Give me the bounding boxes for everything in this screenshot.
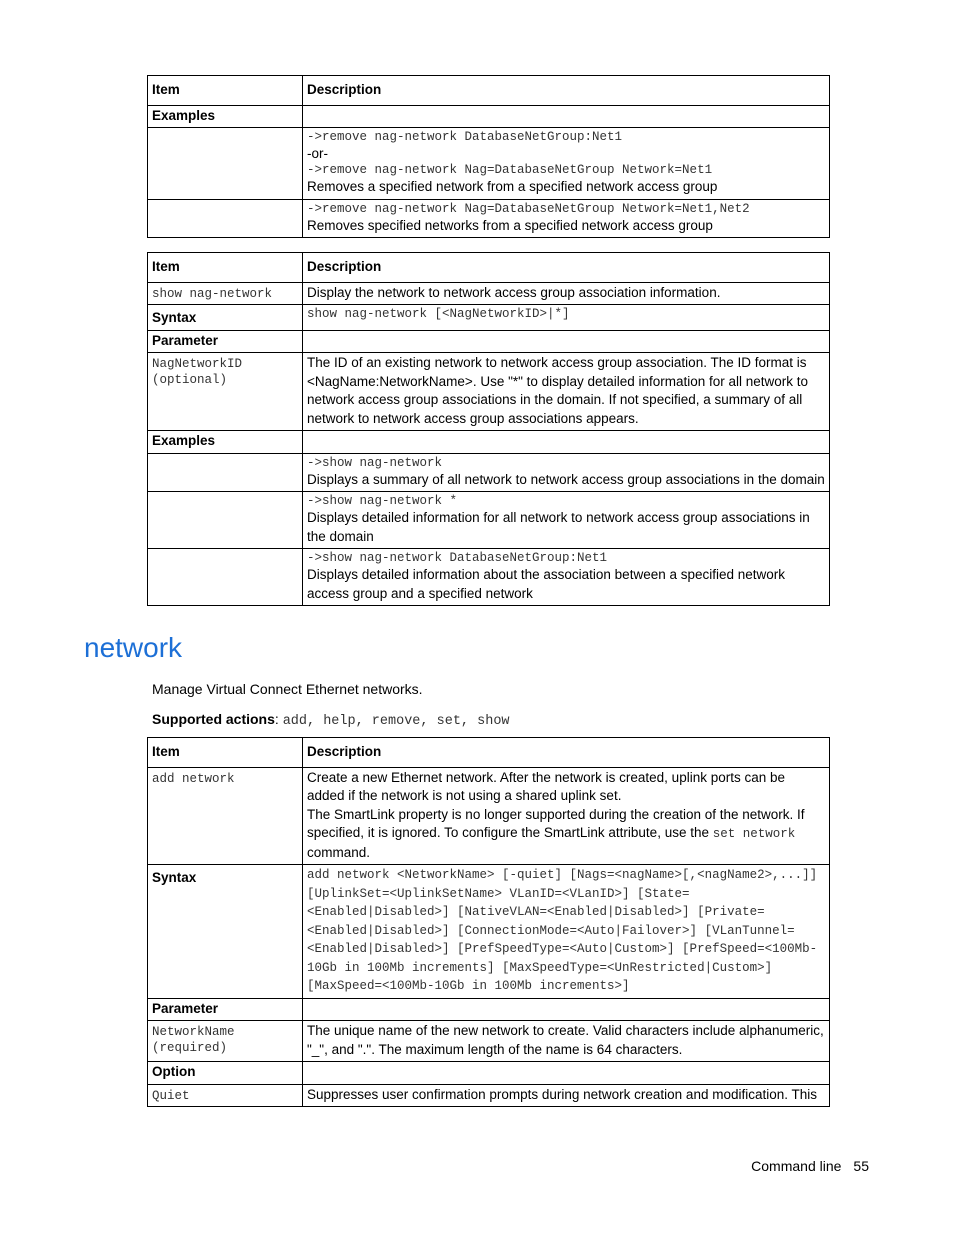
command-name [148,767,303,865]
example-command: ->remove nag-network Nag=DatabaseNetGroup Network=Net1 [307,163,713,177]
add-network-table [147,737,830,1107]
example-command: ->show nag-network * [307,494,458,508]
parameter-name-cell [148,1021,303,1062]
section-intro: Manage Virtual Connect Ethernet networks. [152,681,423,697]
footer-section: Command line [751,1158,842,1174]
empty-cell [148,128,303,200]
header-description: Description [303,76,830,106]
command-description-2b: command. [307,844,371,860]
table-row [148,1062,830,1085]
example-description: Removes a specified network from a specified network access group [307,179,718,194]
empty-cell [148,492,303,549]
table-row [148,1021,830,1062]
example-cell [303,492,830,549]
table-row [148,492,830,549]
page-number: 55 [853,1158,869,1174]
parameter-description: The ID of an existing network to network access group association. The ID format is <NagName:NetworkName>. Use "*" to display detailed information for all network to network access group associations in the domain. If not specified, a summary of all network to network access group associations appears. [303,353,830,431]
empty-cell [303,1062,830,1085]
example-command: ->show nag-network [307,455,443,470]
option-label: Option [148,1062,303,1085]
syntax-label: Syntax [148,865,303,999]
table-row [148,353,830,431]
table-row [148,1084,830,1107]
header-description: Description [303,253,830,283]
supported-actions-label: Supported actions [152,711,275,727]
examples-label: Examples [148,105,303,128]
example-cell [303,453,830,492]
header-item: Item [148,76,303,106]
table-row [148,330,830,353]
parameter-qualifier: (required) [152,1041,228,1055]
syntax-text: show nag-network [<NagNetworkID>|*] [307,307,570,321]
example-command: ->remove nag-network Nag=DatabaseNetGroup Network=Net1,Net2 [307,201,750,216]
table-row [148,282,830,305]
parameter-name: NagNetworkID [152,357,243,371]
option-description: Suppresses user confirmation prompts during network creation and modification. This [303,1084,830,1107]
option-name-cell [148,1084,303,1107]
syntax-label: Syntax [148,305,303,331]
syntax-text: add network <NetworkName> [-quiet] [Nags=<nagName>[,<nagName2>,...]] [UplinkSet=<UplinkSetName> VLanID=<VLanID>] [State=<Enabled|Disabled>] [NativeVLAN=<Enabled|Disabled>] [Private=<Enabled|Disabled>] [ConnectionMode=<Auto|Failover>] [VLanTunnel=<Enabled|Disabled>] [PrefSpeedType=<Auto|Custom>] [PrefSpeed=<100Mb-10Gb in 100Mb increments] [MaxSpeedType=<UnRestricted|Custom>] [MaxSpeed=<100Mb-10Gb in 100Mb increments>] [303,865,830,999]
table-row [148,549,830,606]
parameter-qualifier: (optional) [152,373,228,387]
parameter-name: NetworkName [152,1025,235,1039]
parameter-description: The unique name of the new network to create. Valid characters include alphanumeric, "_", and ".". The maximum length of the name is 64 characters. [303,1021,830,1062]
table-row [148,998,830,1021]
empty-cell [303,431,830,454]
table-header-row [148,76,830,106]
example-description: Displays detailed information about the association between a specified network access group and a specified network [307,567,786,601]
example-description: Displays detailed information for all network to network access group associations in the domain [307,510,810,544]
empty-cell [148,549,303,606]
header-item: Item [148,738,303,768]
table-row [148,199,830,238]
examples-label: Examples [148,431,303,454]
table-row [148,453,830,492]
syntax-cell [303,305,830,331]
table-header-row [148,738,830,768]
command-name-text: add network [152,771,235,786]
section-title: network [84,632,183,663]
table-row [148,128,830,200]
remove-nag-network-examples-table [147,75,830,238]
supported-actions-list: add, help, remove, set, show [282,714,510,729]
empty-cell [148,199,303,238]
example-cell [303,549,830,606]
header-description: Description [303,738,830,768]
parameter-label: Parameter [148,998,303,1021]
table-row [148,305,830,331]
empty-cell [303,998,830,1021]
page-footer [739,1158,869,1174]
example-command: ->show nag-network DatabaseNetGroup:Net1 [307,551,608,565]
parameter-name-cell [148,353,303,431]
supported-actions [152,711,510,729]
or-text: -or- [307,146,328,161]
command-description-2 [307,806,825,863]
show-nag-network-table [147,252,830,606]
command-description-2a: The SmartLink property is no longer supported during the creation of the network. If specified, it is ignored. To configure the SmartLink attribute, use the [307,806,805,840]
example-cell [303,199,830,238]
option-name: Quiet [152,1088,190,1103]
table-row [148,431,830,454]
command-description: Display the network to network access group association information. [303,282,830,305]
command-name-text: show nag-network [152,286,273,301]
header-item: Item [148,253,303,283]
parameter-label: Parameter [148,330,303,353]
table-header-row [148,253,830,283]
table-row [148,865,830,999]
command-name [148,282,303,305]
example-cell [303,128,830,200]
supported-actions-colon: : [274,711,283,727]
table-row [148,767,830,865]
set-network-command: set network [712,827,796,841]
table-row [148,105,830,128]
command-description [303,767,830,865]
empty-cell [148,453,303,492]
empty-cell [303,105,830,128]
example-command: ->remove nag-network DatabaseNetGroup:Net1 [307,130,623,144]
example-description: Removes specified networks from a specified network access group [307,217,713,233]
command-description-1: Create a new Ethernet network. After the network is created, uplink ports can be added if the network is not using a shared uplink set. [307,769,786,803]
empty-cell [303,330,830,353]
example-description: Displays a summary of all network to network access group associations in the domain [307,471,825,487]
